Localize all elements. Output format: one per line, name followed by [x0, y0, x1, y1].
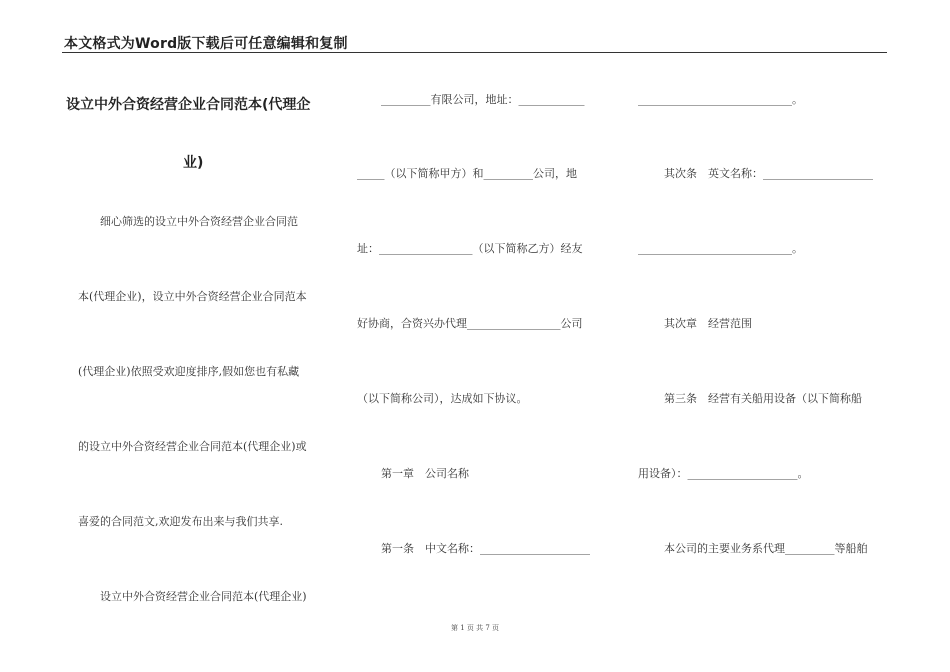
document-header: 本文格式为Word版下载后可任意编辑和复制	[64, 36, 348, 52]
chapter-1-heading: 第一章 公司名称	[381, 467, 469, 480]
intro-paragraph-line-1: 细心筛选的设立中外合资经营企业合同范	[100, 215, 298, 228]
party-b-address-line: 址：_________________（以下简称乙方）经友	[357, 242, 583, 255]
page-number-footer: 第 1 页 共 7 页	[450, 624, 500, 632]
document-title-line-2: 业)	[183, 155, 204, 171]
intro-paragraph-line-2: 本(代理企业)，设立中外合资经营企业合同范本	[78, 290, 307, 303]
agreement-line: （以下简称公司），达成如下协议。	[357, 392, 528, 405]
contract-title-line: 设立中外合资经营企业合同范本(代理企业)	[100, 590, 307, 603]
document-title-line-1: 设立中外合资经营企业合同范本(代理企	[66, 97, 311, 113]
equipment-line: 用设备）：____________________。	[638, 467, 809, 480]
party-a-name-line: _________有限公司，地址：____________	[381, 93, 585, 106]
article-2-english-name: 其次条 英文名称：____________________	[664, 167, 873, 180]
intro-paragraph-line-5: 喜爱的合同范文,欢迎发布出来与我们共享.	[78, 515, 283, 528]
header-divider	[62, 52, 887, 53]
article-3-line: 第三条 经营有关船用设备（以下简称船	[664, 392, 862, 405]
intro-paragraph-line-4: 的设立中外合资经营企业合同范本(代理企业)或	[78, 440, 307, 453]
main-business-line: 本公司的主要业务系代理_________等船舶	[664, 542, 868, 555]
english-name-continuation: ____________________________。	[638, 242, 803, 255]
chapter-2-heading: 其次章 经营范围	[664, 317, 752, 330]
party-a-b-line: _____（以下简称甲方）和_________公司，地	[357, 167, 577, 180]
chinese-name-continuation: ____________________________。	[638, 93, 803, 106]
joint-venture-line: 好协商，合资兴办代理_________________公司	[357, 317, 583, 330]
article-1-chinese-name: 第一条 中文名称：____________________	[381, 542, 590, 555]
intro-paragraph-line-3: (代理企业)依照受欢迎度排序,假如您也有私藏	[78, 365, 300, 378]
